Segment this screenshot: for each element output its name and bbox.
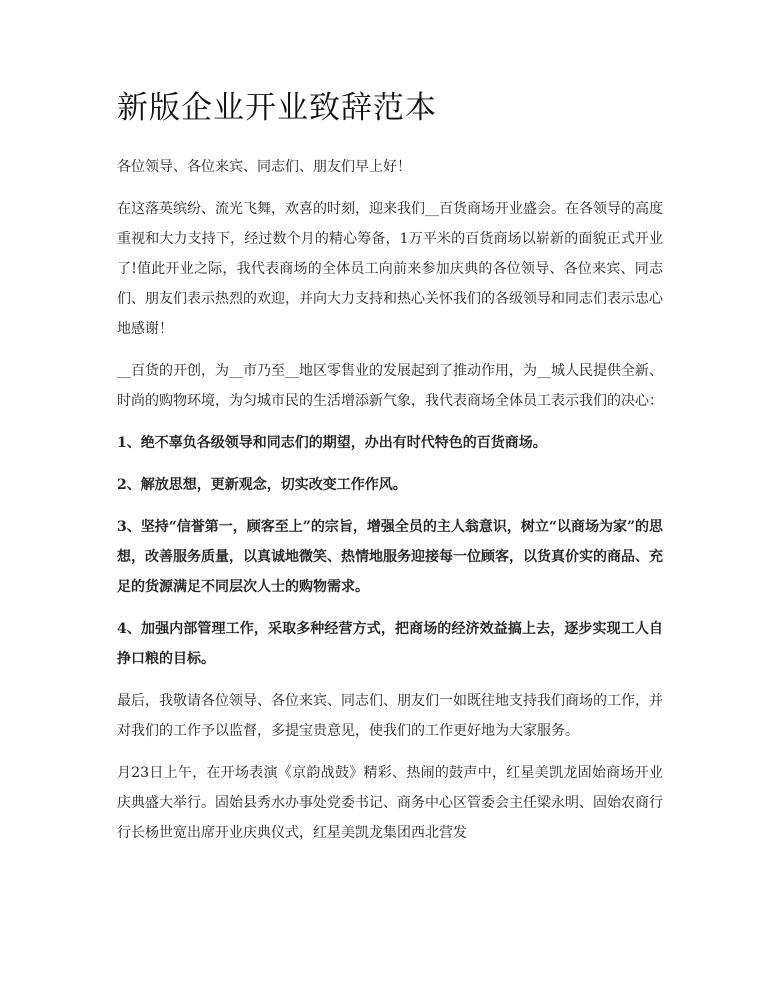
paragraph-pledge-2: 2、解放思想，更新观念，切实改变工作作风。 [117, 477, 407, 493]
document-body [117, 152, 663, 860]
paragraph-event-report: 月23日上午，在开场表演《京韵战鼓》精彩、热闹的鼓声中，红星美凯龙固始商场开业庆典盛大举行。固始县秀水办事处党委书记、商务中心区管委会主任梁永明、固始农商行行长杨世宽出席开业庆典仪式，红星美凯龙集团西北营发 [117, 765, 663, 841]
paragraph-pledge-1: 1、绝不辜负各级领导和同志们的期望，办出有时代特色的百货商场。 [117, 435, 547, 451]
paragraph-opening: 在这落英缤纷、流光飞舞，欢喜的时刻，迎来我们__百货商场开业盛会。在各领导的高度重视和大力支持下，经过数个月的精心筹备，1万平米的百货商场以崭新的面貌正式开业了!值此开业之际，我代表商场的全体员工向前来参加庆典的各位领导、各位来宾、同志们、朋友们表示热烈的欢迎，并向大力支持和热心关怀我们的各级领导和同志们表示忠心地感谢！ [117, 201, 663, 337]
paragraph-significance: __百货的开创，为__市乃至__地区零售业的发展起到了推动作用，为__城人民提供全新、时尚的购物环境，为匀城市民的生活增添新气象，我代表商场全体员工表示我们的决心： [117, 363, 663, 409]
paragraph-pledge-4: 4、加强内部管理工作，采取多种经营方式，把商场的经济效益搞上去，逐步实现工人自挣口粮的目标。 [117, 621, 663, 667]
paragraph-pledge-3: 3、坚持“信誉第一，顾客至上”的宗旨，增强全员的主人翁意识，树立“以商场为家”的思想，改善服务质量，以真诚地微笑、热情地服务迎接每一位顾客，以货真价实的商品、充足的货源满足不同层次人士的购物需求。 [117, 519, 663, 595]
paragraph-greeting: 各位领导、各位来宾、同志们、朋友们早上好！ [117, 159, 411, 175]
page-title: 新版企业开业致辞范本 [117, 90, 437, 126]
paragraph-closing: 最后，我敬请各位领导、各位来宾、同志们、朋友们一如既往地支持我们商场的工作，并对我们的工作予以监督，多提宝贵意见，使我们的工作更好地为大家服务。 [117, 693, 663, 739]
